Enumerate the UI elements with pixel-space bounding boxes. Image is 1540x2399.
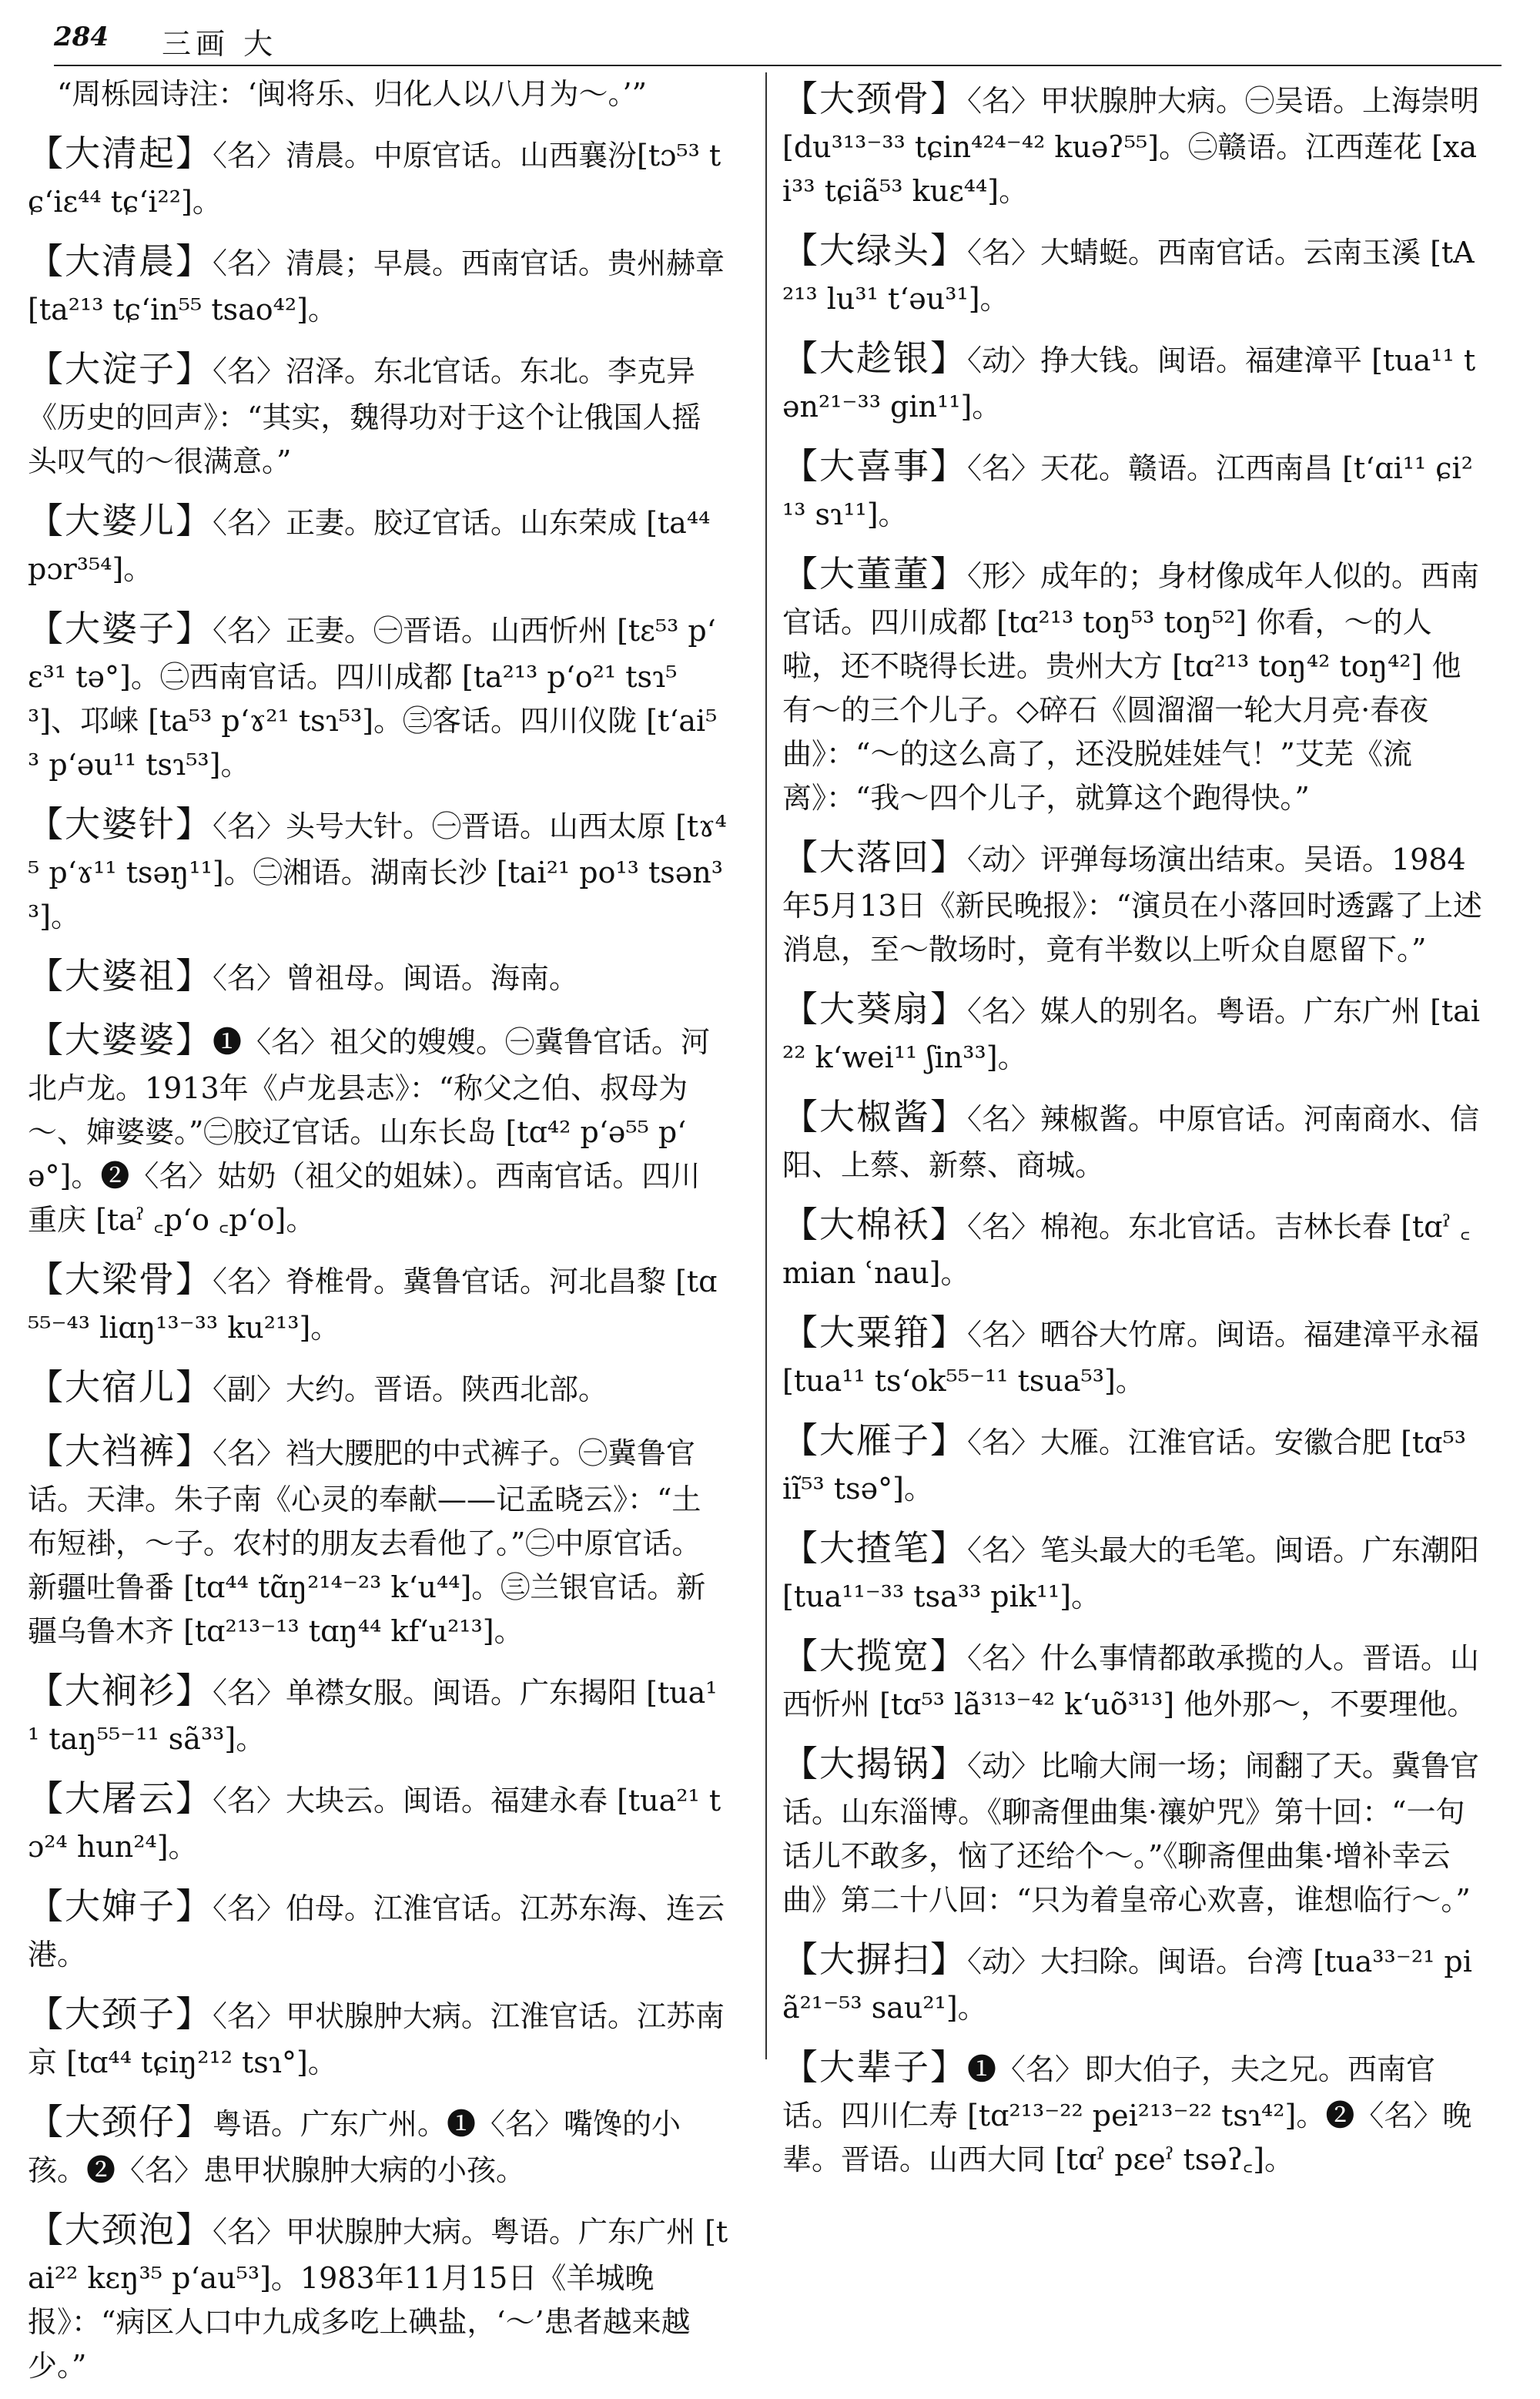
column-divider [765, 72, 767, 2059]
entry-definition: 〈副〉大约。晋语。陕西北部。 [213, 1372, 608, 1406]
entry-definition: 〈名〉辣椒酱。中原官话。河南商水、信阳、上蔡、新蔡、商城。 [782, 1102, 1480, 1182]
entry-definition: 〈名〉脊椎骨。冀鲁官话。河北昌黎 [tɑ⁵⁵⁻⁴³ liɑŋ¹³⁻³³ ku²¹³]。 [28, 1265, 718, 1345]
entry-headword: 【大棉袄】 [782, 1204, 967, 1245]
page-number: 284 [54, 22, 109, 52]
entry-headword: 【大屠云】 [28, 1777, 213, 1819]
entry-headword: 【大梁骨】 [28, 1258, 213, 1300]
entry-definition: 〈名〉曾祖母。闽语。海南。 [213, 961, 579, 995]
entry-headword: 【大葵扇】 [782, 988, 967, 1030]
dictionary-entry [782, 1306, 1483, 1403]
entry-definition: 〈名〉沼泽。东北官话。东北。李克异《历史的回声》：“其实，魏得功对于这个让俄国人摇头叹气的～很满意。” [28, 354, 701, 478]
entry-headword: 【大摒扫】 [782, 1938, 967, 1980]
dictionary-entry [782, 548, 1483, 820]
entry-definition: 〈名〉清晨。中原官话。山西襄汾[tɔ⁵³ tɕʻiɛ⁴⁴ tɕʻi²²]。 [28, 139, 721, 219]
entry-headword: 【大清晨】 [28, 240, 213, 282]
entry-headword: 【大婆婆】 [28, 1019, 213, 1060]
entry-headword: 【大婆子】 [28, 608, 213, 649]
entry-definition: 〈名〉头号大针。㊀晋语。山西太原 [tɤ⁴⁵ pʻɤ¹¹ tsəŋ¹¹]。㊁湘语。湖南长沙 [tai²¹ po¹³ tsən³³]。 [28, 809, 727, 933]
entry-headword: 【大裥衫】 [28, 1670, 213, 1711]
entry-headword: 【大裆裤】 [28, 1430, 213, 1472]
entry-definition: 〈动〉大扫除。闽语。台湾 [tua³³⁻²¹ piã²¹⁻⁵³ sau²¹]。 [782, 1945, 1472, 2025]
dictionary-entry [28, 602, 728, 787]
entry-definition: 〈名〉晒谷大竹席。闽语。福建漳平永福 [tua¹¹ tsʻok⁵⁵⁻¹¹ tsua⁵³]。 [782, 1318, 1480, 1398]
entry-headword: 【大婆祖】 [28, 955, 213, 997]
dictionary-entry [782, 1522, 1483, 1619]
dictionary-entry [782, 1414, 1483, 1511]
entry-headword: 【大揸笔】 [782, 1527, 967, 1569]
dictionary-entry [782, 440, 1483, 537]
entry-definition: 〈形〉成年的；身材像成年人似的。西南官话。四川成都 [tɑ²¹³ toŋ⁵³ toŋ⁵²] 你看，～的人啦，还不晓得长进。贵州大方 [tɑ²¹³ toŋ⁴² toŋ⁴²] 他有～的三个儿子。◇碎石《圆溜溜一轮大月亮·春夜曲》：“～的这么高了，还没脱娃娃气！”艾芜《流离》：“我～四个儿子，就算这个跑得快。” [782, 559, 1480, 815]
entry-headword: 【大颈骨】 [782, 78, 967, 119]
dictionary-entry [782, 1198, 1483, 1295]
entry-headword: 【大椒酱】 [782, 1096, 967, 1138]
entry-headword: 【大雁子】 [782, 1419, 967, 1461]
continuation-text: “周栎园诗注：‘闽将乐、归化人以八月为～。’” [57, 77, 648, 111]
dictionary-entry [28, 1253, 728, 1350]
dictionary-entry [782, 72, 1483, 213]
dictionary-entry [782, 2041, 1483, 2182]
entry-definition: 粤语。广东广州。❶〈名〉嘴馋的小孩。❷〈名〉患甲状腺肿大病的小孩。 [28, 2107, 681, 2187]
entry-definition: 〈名〉甲状腺肿大病。粤语。广东广州 [tai²² kɛŋ³⁵ pʻau⁵³]。1983年11月15日《羊城晚报》：“病区人口中九成多吃上碘盐，‘～’患者越来越少。” [28, 2215, 728, 2383]
dictionary-entry [28, 235, 728, 332]
entry-headword: 【大绿头】 [782, 230, 967, 271]
dictionary-entry [28, 1664, 728, 1761]
entry-definition: 〈名〉大雁。江淮官话。安徽合肥 [tɑ⁵³ iĩ⁵³ tsə°]。 [782, 1426, 1466, 1506]
entry-headword: 【大颈仔】 [28, 2101, 213, 2143]
dictionary-entry [28, 494, 728, 591]
page-header [54, 11, 1502, 65]
dictionary-entry [28, 1880, 728, 1977]
entry-headword: 【大辈子】 [782, 2046, 967, 2088]
entry-definition: 〈名〉什么事情都敢承揽的人。晋语。山西忻州 [tɑ⁵³ lã³¹³⁻⁴² kʻuõ³¹³] 他外那～，不要理他。 [782, 1641, 1480, 1721]
entry-definition: 〈名〉媒人的别名。粤语。广东广州 [tai²² kʻwei¹¹ ʃin³³]。 [782, 994, 1480, 1074]
entry-definition: 〈名〉正妻。㊀晋语。山西忻州 [tɛ⁵³ pʻɛ³¹ tə°]。㊁西南官话。四川成都 [ta²¹³ pʻo²¹ tsɿ⁵³]、邛崃 [ta⁵³ pʻɤ²¹ tsɿ⁵³]。㊂客话。四川仪陇 [tʻai⁵³ pʻəu¹¹ tsɿ⁵³]。 [28, 614, 718, 782]
entry-headword: 【大淀子】 [28, 348, 213, 390]
dictionary-entry [782, 1737, 1483, 1922]
dictionary-entry [782, 332, 1483, 429]
entry-definition: 〈名〉大块云。闽语。福建永春 [tua²¹ tɔ²⁴ hun²⁴]。 [28, 1784, 721, 1864]
entry-definition: 〈名〉天花。赣语。江西南昌 [tʻɑi¹¹ ɕi²¹³ sɿ¹¹]。 [782, 451, 1473, 531]
entry-headword: 【大颈子】 [28, 1993, 213, 2035]
dictionary-entry [782, 831, 1483, 972]
entry-definition: 〈名〉甲状腺肿大病。㊀吴语。上海崇明 [du³¹³⁻³³ tɕin⁴²⁴⁻⁴² kuəʔ⁵⁵]。㊁赣语。江西莲花 [xai³³ tɕiã⁵³ kuɛ⁴⁴]。 [782, 84, 1480, 208]
dictionary-entry [28, 798, 728, 939]
dictionary-entry [28, 343, 728, 484]
entry-headword: 【大清起】 [28, 132, 213, 174]
dictionary-entry [28, 1988, 728, 2085]
entry-headword: 【大趁银】 [782, 337, 967, 379]
entry-definition: 〈名〉裆大腰肥的中式裤子。㊀冀鲁官话。天津。朱子南《心灵的奉献——记孟晓云》：“土布短褂，～子。农村的朋友去看他了。”㊁中原官话。新疆吐鲁番 [tɑ⁴⁴ tɑ̃ŋ²¹⁴⁻²³ kʻu⁴⁴]。㊂兰银官话。新疆乌鲁木齐 [tɑ²¹³⁻¹³ tɑŋ⁴⁴ kfʻu²¹³]。 [28, 1436, 706, 1648]
entry-definition: 〈名〉笔头最大的毛笔。闽语。广东潮阳 [tua¹¹⁻³³ tsa³³ pik¹¹]。 [782, 1533, 1480, 1613]
entry-definition: 〈名〉清晨；早晨。西南官话。贵州赫章 [ta²¹³ tɕʻin⁵⁵ tsao⁴²]。 [28, 246, 725, 327]
dictionary-entry [28, 2096, 728, 2193]
dictionary-entry [28, 950, 728, 1003]
entry-headword: 【大落回】 [782, 836, 967, 878]
entry-definition: 〈动〉比喻大闹一场；闹翻了天。冀鲁官话。山东淄博。《聊斋俚曲集·禳妒咒》第十回：“一句话儿不敢多，恼了还给个～。”《聊斋俚曲集·增补幸云曲》第二十八回：“只为着皇帝心欢喜，谁想临行～。” [782, 1749, 1480, 1917]
dictionary-entry [782, 1933, 1483, 2030]
entry-definition: ❶〈名〉祖父的嫂嫂。㊀冀鲁官话。河北卢龙。1913年《卢龙县志》：“称父之伯、叔母为～、婶婆婆。”㊁胶辽官话。山东长岛 [tɑ⁴² pʻə⁵⁵ pʻə°]。❷〈名〉姑奶（祖父的姐妹）。西南官话。四川重庆 [taˀ ꜀pʻo ꜀pʻo]。 [28, 1025, 711, 1237]
right-column [782, 72, 1483, 2193]
entry-headword: 【大揽宽】 [782, 1635, 967, 1677]
dictionary-entry [28, 2203, 728, 2388]
entry-headword: 【大婆针】 [28, 803, 213, 845]
entry-headword: 【大宿儿】 [28, 1366, 213, 1408]
dictionary-entry [28, 1425, 728, 1654]
entry-headword: 【大董董】 [782, 553, 967, 595]
dictionary-entry [782, 983, 1483, 1080]
entry-headword: 【大婆儿】 [28, 500, 213, 541]
dictionary-entry [28, 1361, 728, 1414]
dictionary-entry [28, 1014, 728, 1242]
entry-definition: 〈动〉挣大钱。闽语。福建漳平 [tua¹¹ tən²¹⁻³³ gin¹¹]。 [782, 343, 1476, 424]
header-rule [54, 65, 1502, 66]
left-column [28, 72, 728, 2399]
entry-headword: 【大揭锅】 [782, 1743, 967, 1784]
entry-definition: 〈名〉正妻。胶辽官话。山东荣成 [ta⁴⁴ pɔr³⁵⁴]。 [28, 506, 711, 586]
entry-definition: 〈名〉伯母。江淮官话。江苏东海、连云港。 [28, 1891, 725, 1972]
entry-headword: 【大颈泡】 [28, 2209, 213, 2250]
entry-headword: 【大喜事】 [782, 445, 967, 487]
dictionary-entry [782, 1630, 1483, 1727]
entry-definition: 〈名〉单襟女服。闽语。广东揭阳 [tua¹¹ taŋ⁵⁵⁻¹¹ sã³³]。 [28, 1676, 718, 1756]
entry-definition: 〈名〉大蜻蜓。西南官话。云南玉溪 [tA²¹³ lu³¹ tʻəu³¹]。 [782, 236, 1475, 316]
dictionary-entry [28, 127, 728, 224]
dictionary-entry [28, 1772, 728, 1869]
entry-definition: 〈名〉棉袍。东北官话。吉林长春 [tɑˀ ꜀mian ʿnau]。 [782, 1210, 1471, 1290]
entry-definition: 〈动〉评弹每场演出结束。吴语。1984年5月13日《新民晚报》：“演员在小落回时透露了上述消息，至～散场时，竟有半数以上听众自愿留下。” [782, 843, 1482, 967]
entry-headword: 【大粟箝】 [782, 1312, 967, 1353]
entry-definition: 〈名〉甲状腺肿大病。江淮官话。江苏南京 [tɑ⁴⁴ tɕiŋ²¹² tsɿ°]。 [28, 1999, 725, 2079]
section-title: 三画 大 [162, 27, 278, 61]
entry-headword: 【大婶子】 [28, 1885, 213, 1927]
dictionary-entry [782, 1091, 1483, 1188]
dictionary-entry [782, 224, 1483, 321]
entry-definition: ❶〈名〉即大伯子，夫之兄。西南官话。四川仁寿 [tɑ²¹³⁻²² pei²¹³⁻²² tsɿ⁴²]。❷〈名〉晚辈。晋语。山西大同 [tɑˀ pɛeˀ tsəʔ꜀]。 [782, 2052, 1472, 2176]
